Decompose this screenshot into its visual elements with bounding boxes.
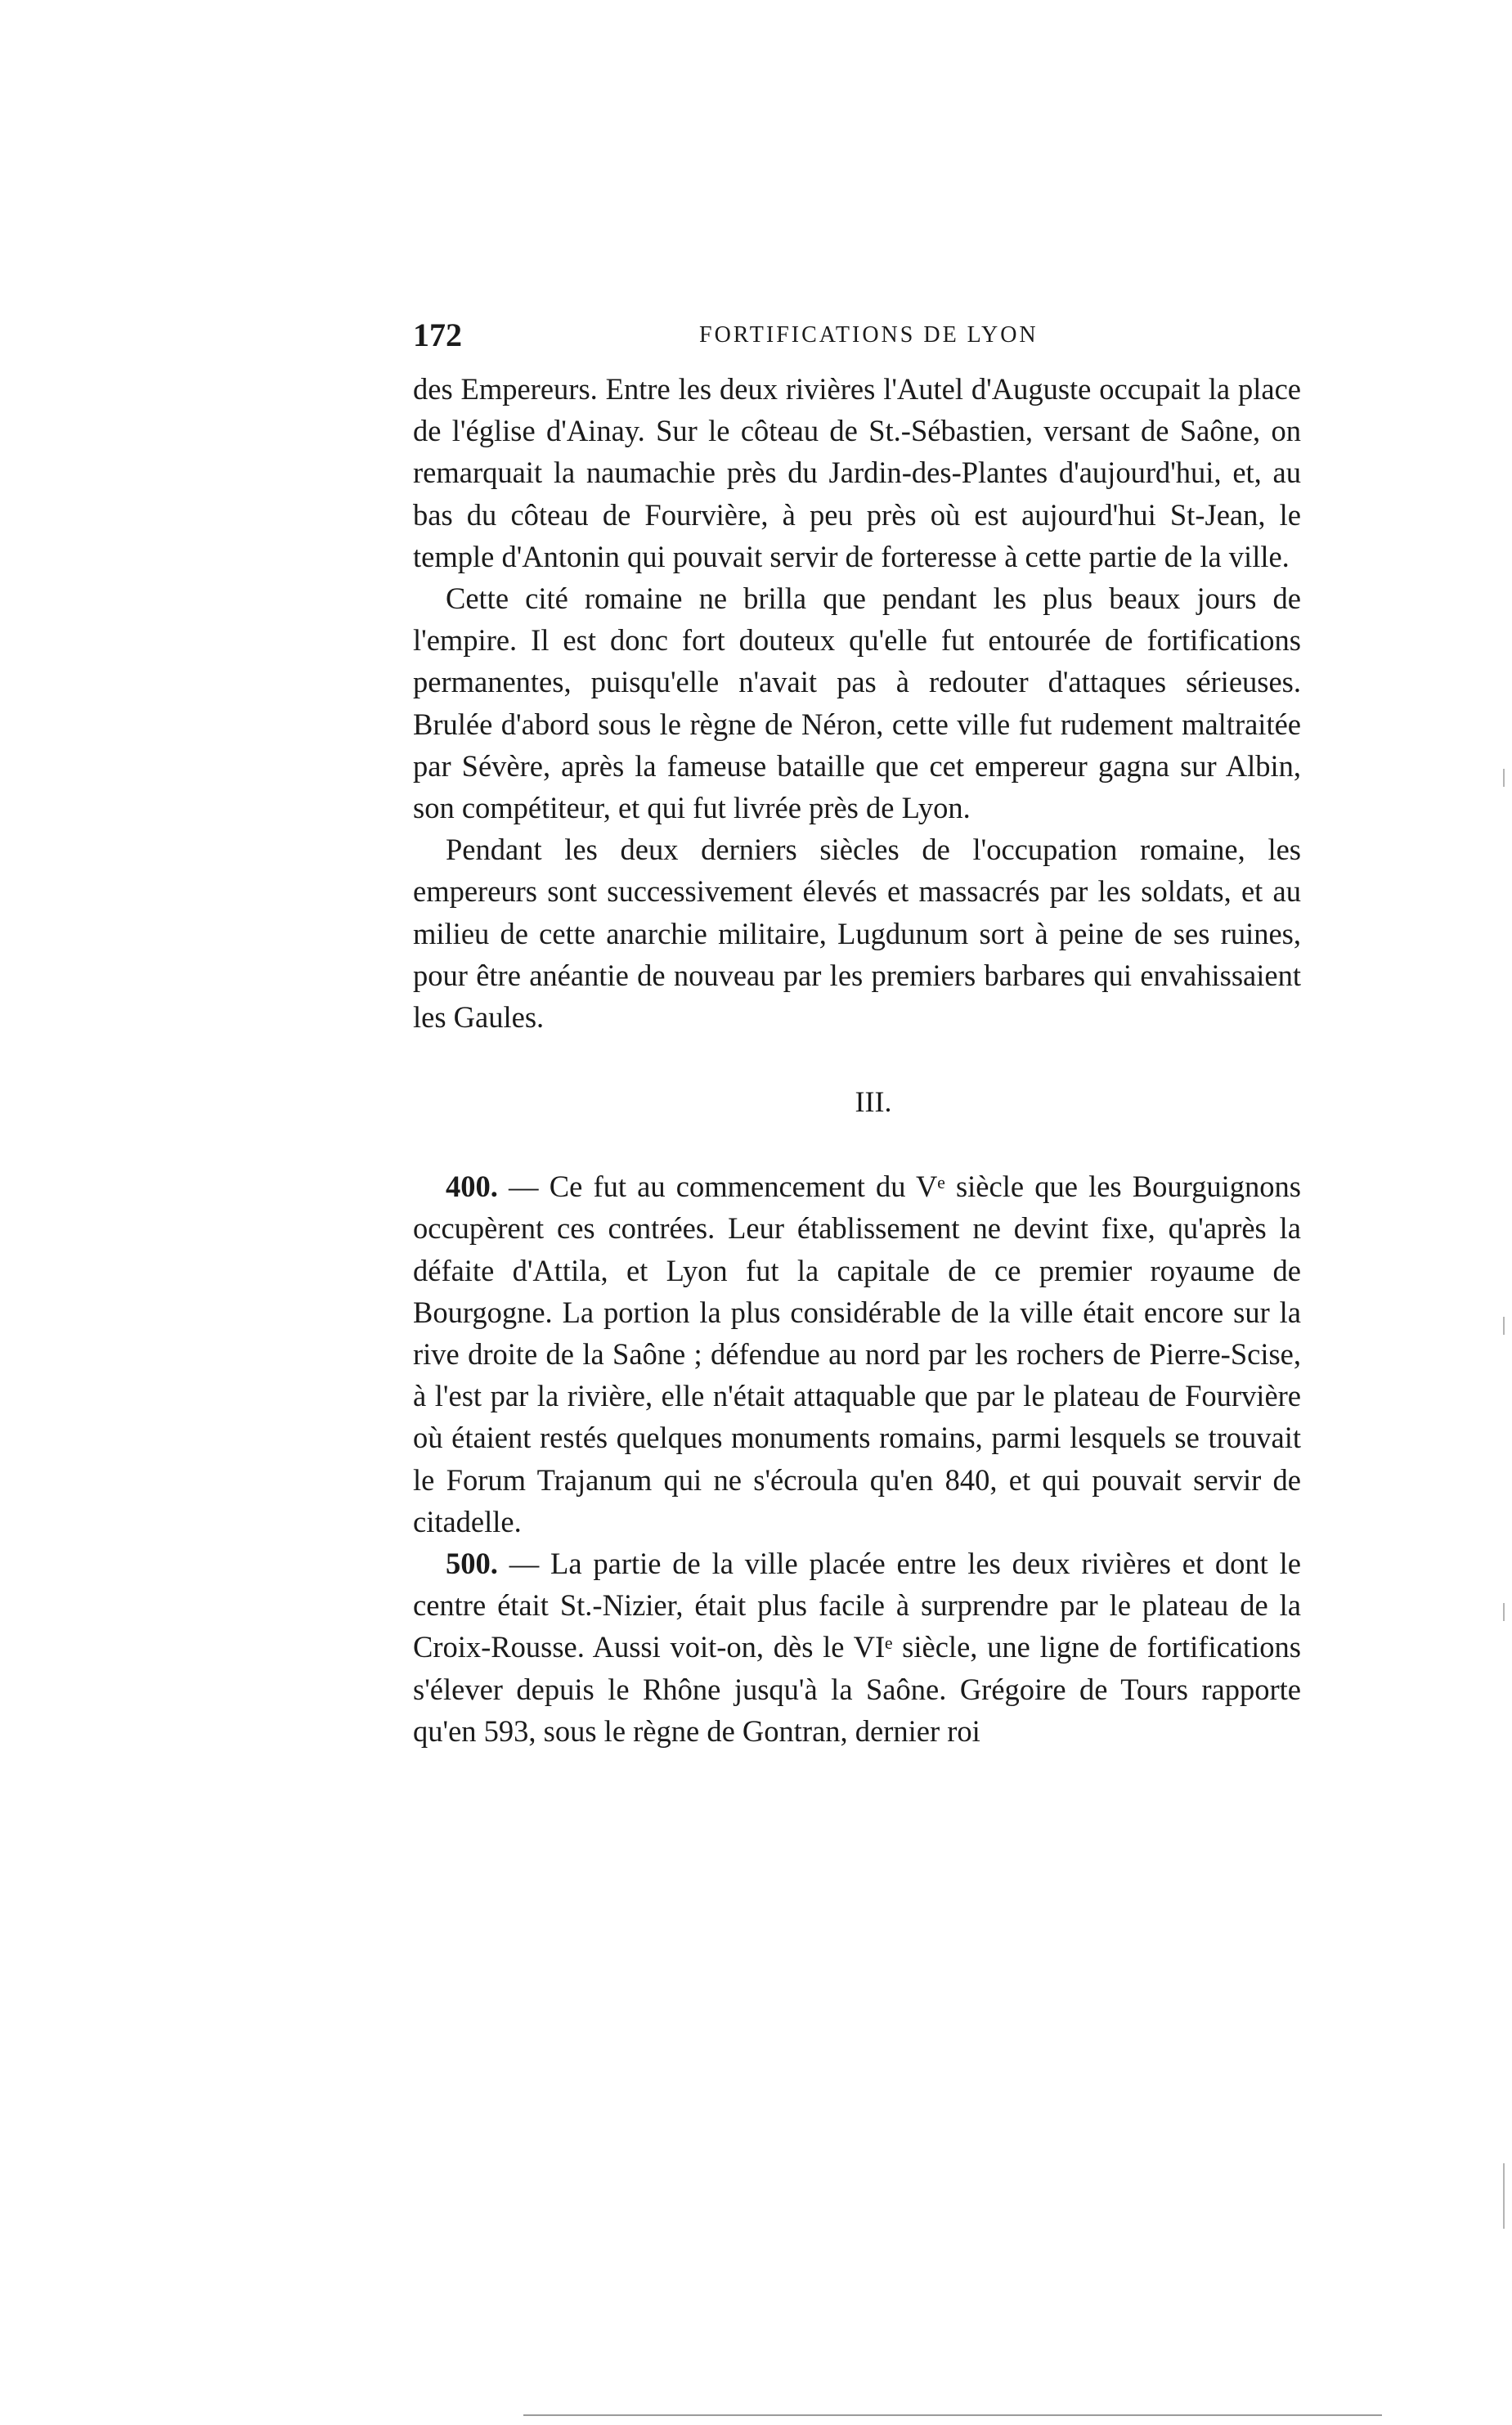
paragraph: Pendant les deux derniers siècles de l'occupation romaine, les empereurs sont successivement élevés et massacrés par les soldats, et au milieu de cette anarchie militaire, Lugdunum sort à peine de ses ruines, pour être anéantie de nouveau par les premiers barbares qui envahissaient les Gaules.: [413, 833, 1301, 1035]
scan-bottom-edge: [523, 2414, 1382, 2416]
paragraph: Cette cité romaine ne brilla que pendant les plus beaux jours de l'empire. Il est donc fort douteux qu'elle fut entourée de fortifications permanentes, puisqu'elle n'avait pas à redouter d'attaques sérieuses. Brulée d'abord sous le règne de Néron, cette ville fut rudement maltraitée par Sévère, après la fameuse bataille que cet empereur gagna sur Albin, son compétiteur, et qui fut livrée près de Lyon.: [413, 582, 1301, 825]
page-number: 172: [413, 317, 462, 353]
paragraph-year: 500.: [446, 1547, 498, 1581]
paragraph-text: — La partie de la ville placée entre les deux rivières et dont le centre était St.-Nizier, était plus facile à surprendre par le plateau de la Croix-Rousse. Aussi voit-on, dès le VIᵉ siècle, une ligne de fortifications s'élever depuis le Rhône jusqu'à la Saône. Grégoire de Tours rapporte qu'en 593, sous le règne de Gontran, dernier roi: [413, 1547, 1301, 1748]
scan-margin-mark: [1503, 769, 1505, 787]
scan-margin-mark: [1503, 1317, 1505, 1335]
paragraph: des Empereurs. Entre les deux rivières l'Autel d'Auguste occupait la place de l'église d'Ainay. Sur le côteau de St.-Sébastien, versant de Saône, on remarquait la naumachie près du Jardin-des-Plantes d'aujourd'hui, et, au bas du côteau de Fourvière, à peu près où est aujourd'hui St-Jean, le temple d'Antonin qui pouvait servir de forteresse à cette partie de la ville.: [413, 372, 1301, 573]
paragraph-text: — Ce fut au commencement du Vᵉ siècle que les Bourguignons occupèrent ces contrées. Leur établissement ne devint fixe, qu'après la défaite d'Attila, et Lyon fut la capitale de ce premier royaume de Bourgogne. La portion la plus considérable de la ville était encore sur la rive droite de la Saône ; défendue au nord par les rochers de Pierre-Scise, à l'est par la rivière, elle n'était attaquable que par le plateau de Fourvière où étaient restés quelques monuments romains, parmi lesquels se trouvait le Forum Trajanum qui ne s'écroula qu'en 840, et qui pouvait servir de citadelle.: [413, 1170, 1301, 1538]
dated-paragraph: [413, 1165, 1301, 1543]
section-spacer: [413, 1123, 1301, 1165]
scan-margin-mark: [1503, 1603, 1505, 1621]
paragraph-year: 400.: [446, 1170, 498, 1204]
dated-paragraph: [413, 1543, 1301, 1752]
running-head: FORTIFICATIONS DE LYON: [699, 322, 1039, 348]
scan-margin-mark: [1503, 2163, 1505, 2229]
section-heading: III.: [855, 1085, 892, 1119]
section-spacer: [413, 1038, 1301, 1080]
page-header: [413, 316, 1301, 357]
body-text: [413, 368, 1301, 1752]
